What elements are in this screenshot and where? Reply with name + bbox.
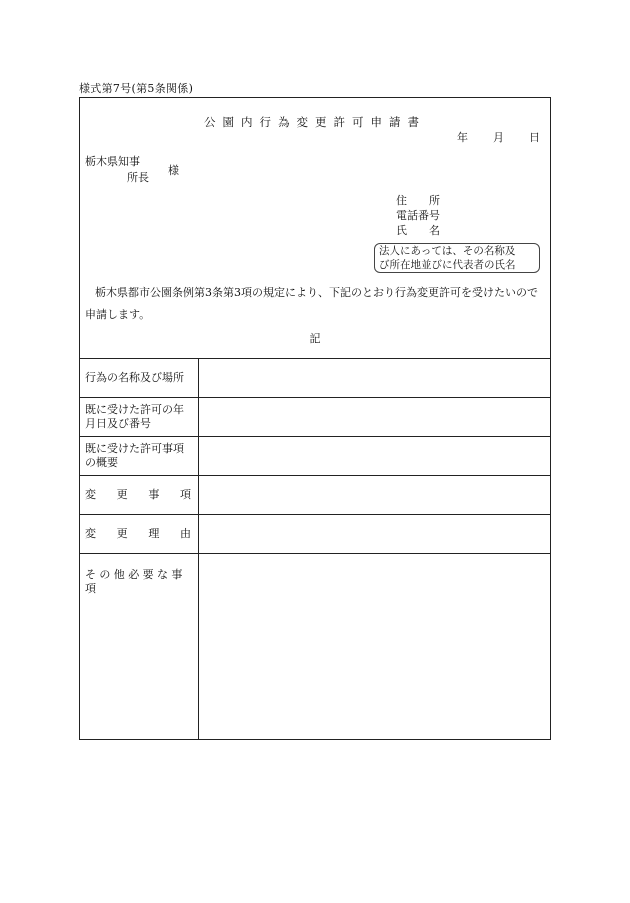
- addressee: [85, 154, 149, 186]
- row-label: 既に受けた許可事項の概要: [80, 437, 199, 475]
- char: 変: [85, 488, 96, 501]
- change-reason-label: [85, 527, 191, 541]
- prior-permit-date-number-field[interactable]: [200, 398, 550, 436]
- row-label: [80, 515, 199, 553]
- request-statement: 栃木県都市公園条例第3条第3項の規定により、下記のとおり行為変更許可を受けたいので申請します。: [85, 286, 538, 321]
- char: 由: [179, 527, 191, 540]
- change-reason-field[interactable]: [200, 515, 550, 553]
- table-row-activity: [80, 358, 550, 397]
- activity-name-place-field[interactable]: [200, 359, 550, 397]
- date-month-label: 月: [493, 131, 504, 144]
- date-day-label: 日: [529, 131, 540, 144]
- address-label: 住所: [396, 194, 462, 207]
- char: 更: [116, 527, 128, 540]
- char: 変: [85, 527, 96, 540]
- other-items-field[interactable]: [200, 554, 550, 740]
- change-items-field[interactable]: [200, 476, 550, 514]
- phone-label: 電話番号: [396, 209, 440, 222]
- addressee-office-chief: 所長: [127, 171, 149, 184]
- row-label: [80, 554, 199, 740]
- change-items-label: [85, 488, 191, 502]
- table-row-change-items: [80, 475, 550, 514]
- corporation-note-line1: 法人にあっては、その名称及: [379, 245, 516, 257]
- date-year-label: 年: [457, 131, 468, 144]
- other-items-label: その他必要な事項: [85, 568, 186, 595]
- table-row-prior-permit-summary: [80, 436, 550, 475]
- name-label: 氏名: [396, 224, 462, 237]
- table-row-change-reason: [80, 514, 550, 553]
- ki-marker: 記: [309, 332, 321, 345]
- char: 更: [116, 488, 128, 501]
- prior-permit-summary-field[interactable]: [200, 437, 550, 475]
- form-title: 公園内行為変更許可申請書: [204, 115, 426, 129]
- corporation-note: [374, 243, 540, 273]
- form-number: 様式第7号(第5条関係): [79, 82, 194, 95]
- application-form: [79, 97, 551, 740]
- row-label: [80, 476, 199, 514]
- char: 事: [148, 488, 160, 501]
- char: 項: [179, 488, 191, 501]
- row-label: 既に受けた許可の年月日及び番号: [80, 398, 199, 436]
- table-row-prior-permit-date: [80, 397, 550, 436]
- row-label: 行為の名称及び場所: [80, 359, 199, 397]
- char: 理: [148, 527, 160, 540]
- corporation-note-line2: び所在地並びに代表者の氏名: [379, 259, 516, 271]
- addressee-governor: 栃木県知事: [85, 155, 140, 168]
- table-row-other: [80, 553, 550, 740]
- honorific: 様: [168, 164, 179, 177]
